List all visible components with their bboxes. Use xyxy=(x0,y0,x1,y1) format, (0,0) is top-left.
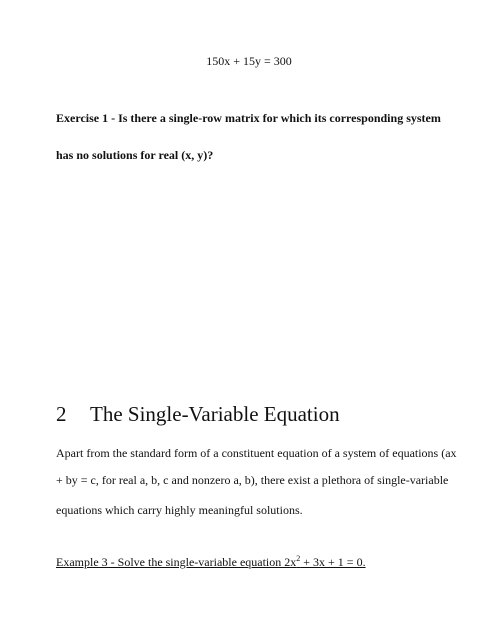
equation-line: 150x + 15y = 300 xyxy=(206,54,292,68)
example-line xyxy=(56,555,366,570)
paragraph-line-1: Apart from the standard form of a constituent equation of a system of equations (ax xyxy=(56,446,457,460)
section-number: 2 xyxy=(56,402,67,426)
section-title: The Single-Variable Equation xyxy=(90,402,340,426)
example-suffix: + 3x + 1 = 0. xyxy=(300,555,366,569)
example-prefix: Example 3 - Solve the single-variable equation 2x xyxy=(56,555,297,569)
section-heading xyxy=(56,402,340,427)
paragraph-line-2: + by = c, for real a, b, c and nonzero a, b), there exist a plethora of single-variable xyxy=(56,473,449,487)
paragraph-line-3: equations which carry highly meaningful solutions. xyxy=(56,503,303,517)
exercise-line-1: Exercise 1 - Is there a single-row matrix for which its corresponding system xyxy=(56,111,441,125)
exercise-line-2: has no solutions for real (x, y)? xyxy=(56,148,214,162)
example-exponent: 2 xyxy=(296,554,301,563)
